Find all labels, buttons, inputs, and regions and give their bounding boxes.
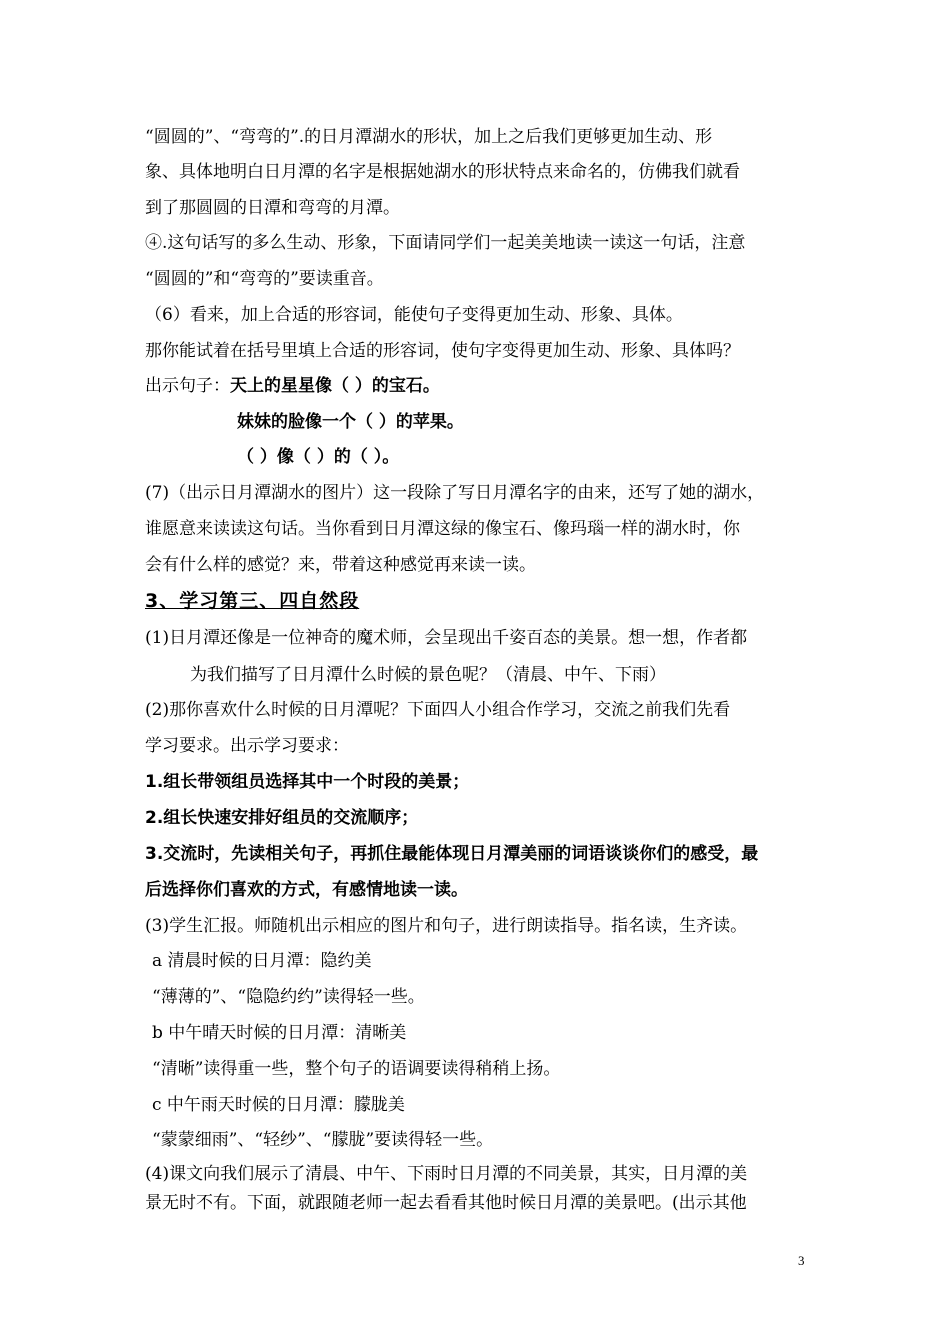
show-label: 出示句子：: [145, 376, 230, 396]
text-line: 会有什么样的感觉？来，带着这种感觉再来读一读。: [145, 555, 536, 575]
requirement-2: 2.组长快速安排好组员的交流顺序；: [145, 808, 419, 828]
text-line: 为我们描写了日月潭什么时候的景色呢？（清晨、中午、下雨）: [190, 665, 666, 685]
requirement-1: 1.组长带领组员选择其中一个时段的美景；: [145, 772, 470, 792]
text-line: “圆圆的”、“弯弯的”.的日月潭湖水的形状，加上之后我们更够更加生动、形: [145, 127, 713, 147]
list-item-b: b 中午晴天时候的日月潭：清晰美: [152, 1023, 407, 1043]
list-item-b-note: “清晰”读得重一些，整个句子的语调要读得稍稍上扬。: [152, 1059, 561, 1079]
example-sentences: [145, 375, 440, 397]
list-item-a-note: “薄薄的”、“隐隐约约”读得轻一些。: [152, 987, 425, 1007]
text-line: ④.这句话写的多么生动、形象，下面请同学们一起美美地读一读这一句话，注意: [145, 233, 746, 253]
list-item-c: c 中午雨天时候的日月潭：朦胧美: [152, 1095, 405, 1115]
requirement-3-cont: 后选择你们喜欢的方式，有感情地读一读。: [145, 880, 468, 900]
text-line: 象、具体地明白日月潭的名字是根据她湖水的形状特点来命名的，仿佛我们就看: [145, 162, 740, 182]
page-number: 3: [798, 1253, 805, 1268]
sentence-1: 天上的星星像（ ）的宝石。: [230, 376, 440, 396]
sentence-2: 妹妹的脸像一个（ ）的苹果。: [237, 412, 464, 432]
text-line: 那你能试着在括号里填上合适的形容词，使句字变得更加生动、形象、具体吗？: [145, 341, 740, 361]
text-line: “圆圆的”和“弯弯的”要读重音。: [145, 269, 384, 289]
text-line: (1)日月潭还像是一位神奇的魔术师，会呈现出千姿百态的美景。想一想，作者都: [145, 628, 748, 648]
text-line: (7)（出示日月潭湖水的图片）这一段除了写日月潭名字的由来，还写了她的湖水，: [145, 483, 765, 503]
text-line: (4)课文向我们展示了清晨、中午、下雨时日月潭的不同美景，其实，日月潭的美: [145, 1164, 748, 1184]
text-line: （6）看来，加上合适的形容词，能使句子变得更加生动、形象、具体。: [145, 305, 683, 325]
list-item-a: a 清晨时候的日月潭：隐约美: [152, 951, 372, 971]
requirement-3: 3.交流时，先读相关句子，再抓住最能体现日月潭美丽的词语谈谈你们的感受，最: [145, 844, 759, 864]
section-heading: 3、学习第三、四自然段: [145, 590, 360, 612]
text-line: (2)那你喜欢什么时候的日月潭呢？下面四人小组合作学习，交流之前我们先看: [145, 700, 731, 720]
text-line: 到了那圆圆的日潭和弯弯的月潭。: [145, 198, 400, 218]
list-item-c-note: “蒙蒙细雨”、“轻纱”、“朦胧”要读得轻一些。: [152, 1130, 494, 1150]
text-line: (3)学生汇报。师随机出示相应的图片和句子，进行朗读指导。指名读，生齐读。: [145, 916, 748, 936]
text-line: 学习要求。出示学习要求：: [145, 736, 349, 756]
sentence-3: （ ）像（ ）的（ ）。: [237, 447, 400, 467]
text-line: 谁愿意来读读这句话。当你看到日月潭这绿的像宝石、像玛瑙一样的湖水时，你: [145, 519, 740, 539]
text-line: 景无时不有。下面，就跟随老师一起去看看其他时候日月潭的美景吧。(出示其他: [145, 1193, 747, 1213]
